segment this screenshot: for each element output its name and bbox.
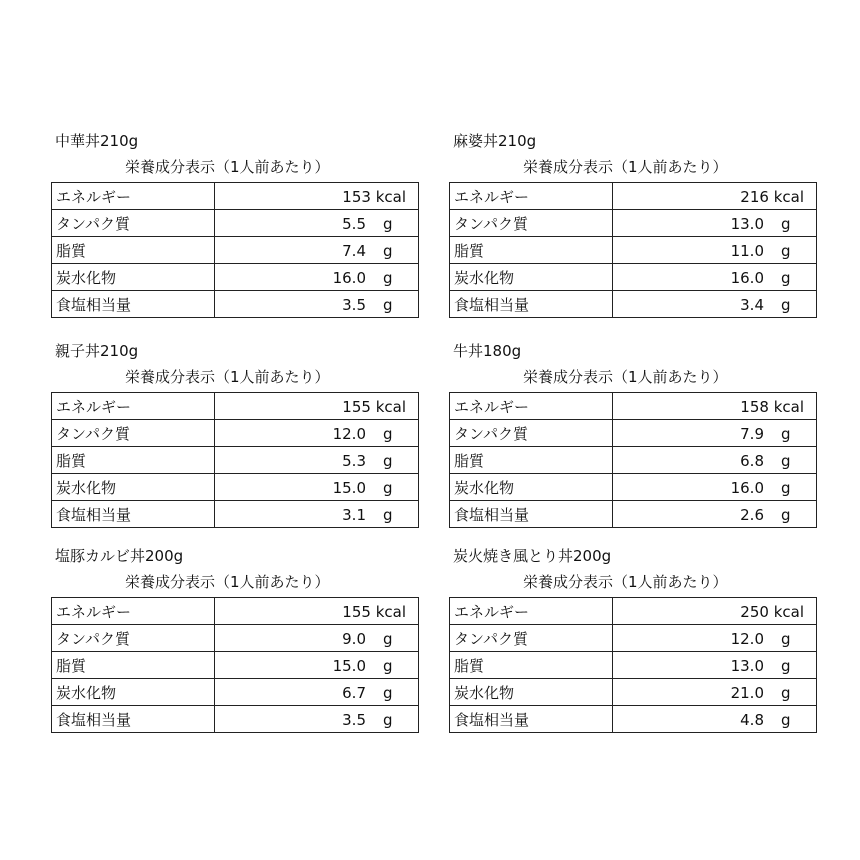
product-title: 炭火焼き風とり丼200g bbox=[453, 547, 612, 565]
unit-label: g bbox=[383, 684, 393, 702]
product-title: 中華丼210g bbox=[55, 132, 139, 150]
product-title: 塩豚カルビ丼200g bbox=[55, 547, 184, 565]
nutrition-subtitle: 栄養成分表示（1人前あたり） bbox=[523, 573, 728, 591]
row-label: 脂質 bbox=[52, 652, 215, 679]
row-label: タンパク質 bbox=[450, 420, 613, 447]
salt-value: 3.5 bbox=[342, 296, 366, 314]
fat-value: 15.0 bbox=[332, 657, 366, 675]
nutrition-table bbox=[51, 182, 419, 318]
row-protein bbox=[450, 210, 817, 237]
row-energy bbox=[450, 393, 817, 420]
unit-label: g bbox=[383, 657, 393, 675]
protein-value: 12.0 bbox=[730, 630, 764, 648]
row-salt bbox=[52, 706, 419, 733]
row-label: 脂質 bbox=[450, 237, 613, 264]
row-fat bbox=[52, 652, 419, 679]
nutrition-table bbox=[449, 392, 817, 528]
protein-value: 5.5 bbox=[342, 215, 366, 233]
unit-label: g bbox=[383, 452, 393, 470]
row-label: 炭水化物 bbox=[450, 264, 613, 291]
row-energy bbox=[52, 393, 419, 420]
carbs-value: 16.0 bbox=[332, 269, 366, 287]
energy-value: 216 kcal bbox=[740, 188, 804, 206]
nutrition-subtitle: 栄養成分表示（1人前あたり） bbox=[523, 368, 728, 386]
protein-value: 7.9 bbox=[740, 425, 764, 443]
nutrition-table bbox=[51, 392, 419, 528]
unit-label: g bbox=[383, 242, 393, 260]
row-energy bbox=[52, 183, 419, 210]
row-label: 食塩相当量 bbox=[450, 291, 613, 318]
unit-label: g bbox=[383, 425, 393, 443]
product-title: 親子丼210g bbox=[55, 342, 139, 360]
carbs-value: 16.0 bbox=[730, 269, 764, 287]
salt-value: 4.8 bbox=[740, 711, 764, 729]
row-protein bbox=[52, 625, 419, 652]
row-label: タンパク質 bbox=[450, 210, 613, 237]
row-label: 炭水化物 bbox=[450, 679, 613, 706]
carbs-value: 6.7 bbox=[342, 684, 366, 702]
row-carbs bbox=[450, 679, 817, 706]
row-protein bbox=[450, 420, 817, 447]
unit-label: g bbox=[383, 506, 393, 524]
row-fat bbox=[52, 447, 419, 474]
nutrition-table bbox=[51, 597, 419, 733]
row-label: 食塩相当量 bbox=[52, 706, 215, 733]
unit-label: g bbox=[383, 630, 393, 648]
row-carbs bbox=[52, 679, 419, 706]
nutrition-subtitle: 栄養成分表示（1人前あたり） bbox=[125, 158, 330, 176]
row-label: 炭水化物 bbox=[52, 474, 215, 501]
energy-value: 158 kcal bbox=[740, 398, 804, 416]
row-carbs bbox=[450, 474, 817, 501]
energy-value: 250 kcal bbox=[740, 603, 804, 621]
salt-value: 3.4 bbox=[740, 296, 764, 314]
unit-label: g bbox=[383, 711, 393, 729]
carbs-value: 16.0 bbox=[730, 479, 764, 497]
row-label: エネルギー bbox=[52, 183, 215, 210]
unit-label: g bbox=[383, 269, 393, 287]
row-label: 炭水化物 bbox=[52, 679, 215, 706]
row-label: エネルギー bbox=[450, 598, 613, 625]
row-salt bbox=[52, 501, 419, 528]
protein-value: 9.0 bbox=[342, 630, 366, 648]
row-energy bbox=[52, 598, 419, 625]
row-label: エネルギー bbox=[52, 598, 215, 625]
row-label: 炭水化物 bbox=[52, 264, 215, 291]
unit-label: g bbox=[781, 452, 791, 470]
row-label: 食塩相当量 bbox=[450, 501, 613, 528]
row-salt bbox=[450, 501, 817, 528]
row-label: タンパク質 bbox=[52, 625, 215, 652]
fat-value: 7.4 bbox=[342, 242, 366, 260]
unit-label: g bbox=[781, 684, 791, 702]
unit-label: g bbox=[383, 215, 393, 233]
unit-label: g bbox=[781, 630, 791, 648]
unit-label: g bbox=[781, 479, 791, 497]
row-label: タンパク質 bbox=[52, 420, 215, 447]
nutrition-table bbox=[449, 182, 817, 318]
product-title: 牛丼180g bbox=[453, 342, 522, 360]
row-salt bbox=[450, 291, 817, 318]
unit-label: g bbox=[781, 711, 791, 729]
unit-label: g bbox=[781, 425, 791, 443]
carbs-value: 15.0 bbox=[332, 479, 366, 497]
row-label: タンパク質 bbox=[52, 210, 215, 237]
row-label: 食塩相当量 bbox=[52, 501, 215, 528]
fat-value: 13.0 bbox=[730, 657, 764, 675]
row-label: 脂質 bbox=[52, 237, 215, 264]
unit-label: g bbox=[781, 269, 791, 287]
product-title: 麻婆丼210g bbox=[453, 132, 537, 150]
row-fat bbox=[52, 237, 419, 264]
row-label: 食塩相当量 bbox=[450, 706, 613, 733]
row-carbs bbox=[450, 264, 817, 291]
protein-value: 12.0 bbox=[332, 425, 366, 443]
unit-label: g bbox=[781, 657, 791, 675]
salt-value: 2.6 bbox=[740, 506, 764, 524]
salt-value: 3.1 bbox=[342, 506, 366, 524]
unit-label: g bbox=[383, 479, 393, 497]
row-label: 脂質 bbox=[450, 652, 613, 679]
unit-label: g bbox=[781, 215, 791, 233]
row-label: エネルギー bbox=[52, 393, 215, 420]
protein-value: 13.0 bbox=[730, 215, 764, 233]
row-label: エネルギー bbox=[450, 183, 613, 210]
row-fat bbox=[450, 237, 817, 264]
salt-value: 3.5 bbox=[342, 711, 366, 729]
row-protein bbox=[450, 625, 817, 652]
row-label: 食塩相当量 bbox=[52, 291, 215, 318]
energy-value: 155 kcal bbox=[342, 398, 406, 416]
row-salt bbox=[450, 706, 817, 733]
row-label: 炭水化物 bbox=[450, 474, 613, 501]
row-label: タンパク質 bbox=[450, 625, 613, 652]
row-energy bbox=[450, 183, 817, 210]
nutrition-subtitle: 栄養成分表示（1人前あたり） bbox=[125, 573, 330, 591]
energy-value: 153 kcal bbox=[342, 188, 406, 206]
unit-label: g bbox=[781, 296, 791, 314]
nutrition-subtitle: 栄養成分表示（1人前あたり） bbox=[523, 158, 728, 176]
row-carbs bbox=[52, 264, 419, 291]
row-salt bbox=[52, 291, 419, 318]
nutrition-table bbox=[449, 597, 817, 733]
row-carbs bbox=[52, 474, 419, 501]
row-protein bbox=[52, 210, 419, 237]
unit-label: g bbox=[781, 506, 791, 524]
row-energy bbox=[450, 598, 817, 625]
row-label: エネルギー bbox=[450, 393, 613, 420]
row-label: 脂質 bbox=[52, 447, 215, 474]
unit-label: g bbox=[383, 296, 393, 314]
fat-value: 11.0 bbox=[730, 242, 764, 260]
row-label: 脂質 bbox=[450, 447, 613, 474]
row-protein bbox=[52, 420, 419, 447]
energy-value: 155 kcal bbox=[342, 603, 406, 621]
carbs-value: 21.0 bbox=[730, 684, 764, 702]
unit-label: g bbox=[781, 242, 791, 260]
nutrition-subtitle: 栄養成分表示（1人前あたり） bbox=[125, 368, 330, 386]
row-fat bbox=[450, 652, 817, 679]
fat-value: 6.8 bbox=[740, 452, 764, 470]
fat-value: 5.3 bbox=[342, 452, 366, 470]
row-fat bbox=[450, 447, 817, 474]
